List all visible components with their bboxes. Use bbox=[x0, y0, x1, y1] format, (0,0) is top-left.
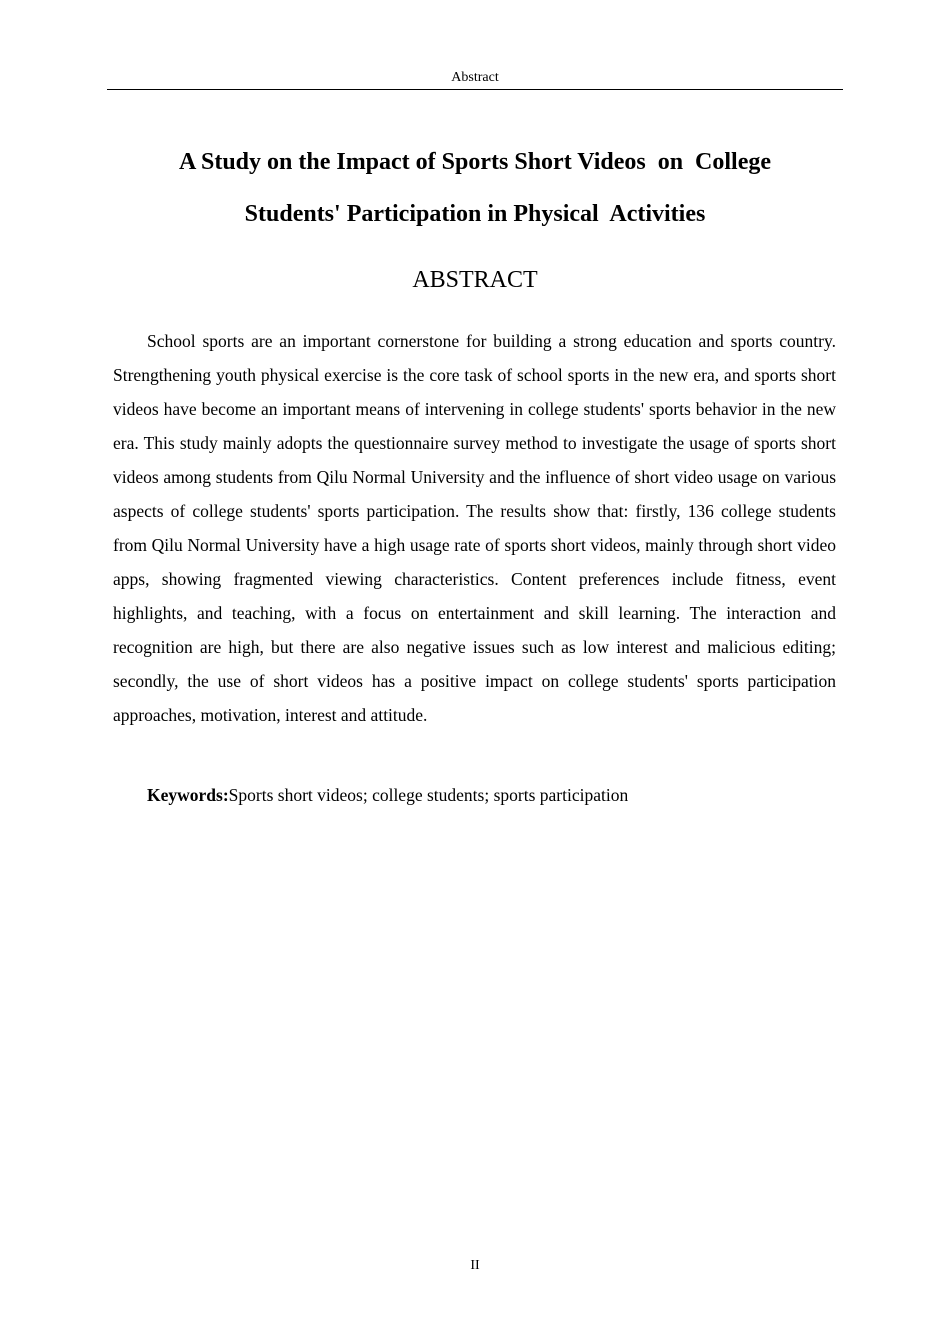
paper-title bbox=[107, 136, 843, 240]
running-header: Abstract bbox=[451, 70, 499, 85]
page-number: II bbox=[470, 1258, 480, 1273]
keywords-value: Sports short videos; college students; sports participation bbox=[228, 785, 629, 805]
paper-title-line-1: A Study on the Impact of Sports Short Videos on College bbox=[178, 149, 772, 175]
keywords-label: Keywords: bbox=[147, 785, 229, 805]
keywords-line bbox=[113, 778, 836, 812]
header-rule bbox=[107, 89, 843, 90]
paper-title-line-2: Students' Participation in Physical Activities bbox=[244, 201, 706, 227]
abstract-body: School sports are an important cornerstone for building a strong education and sports country. Strengthening youth physical exercise is the core task of school sports in the new era, and sports short videos have become an important means of intervening in college students' sports behavior in the new era. This study mainly adopts the questionnaire survey method to investigate the usage of sports short videos among students from Qilu Normal University and the influence of short video usage on various aspects of college students' sports participation. The results show that: firstly, 136 college students from Qilu Normal University have a high usage rate of sports short videos, mainly through short video apps, showing fragmented viewing characteristics. Content preferences include fitness, event highlights, and teaching, with a focus on entertainment and skill learning. The interaction and recognition are high, but there are also negative issues such as low interest and malicious editing; secondly, the use of short videos has a positive impact on college students' sports participation approaches, motivation, interest and attitude. bbox=[113, 331, 836, 725]
abstract-heading: ABSTRACT bbox=[412, 267, 538, 293]
